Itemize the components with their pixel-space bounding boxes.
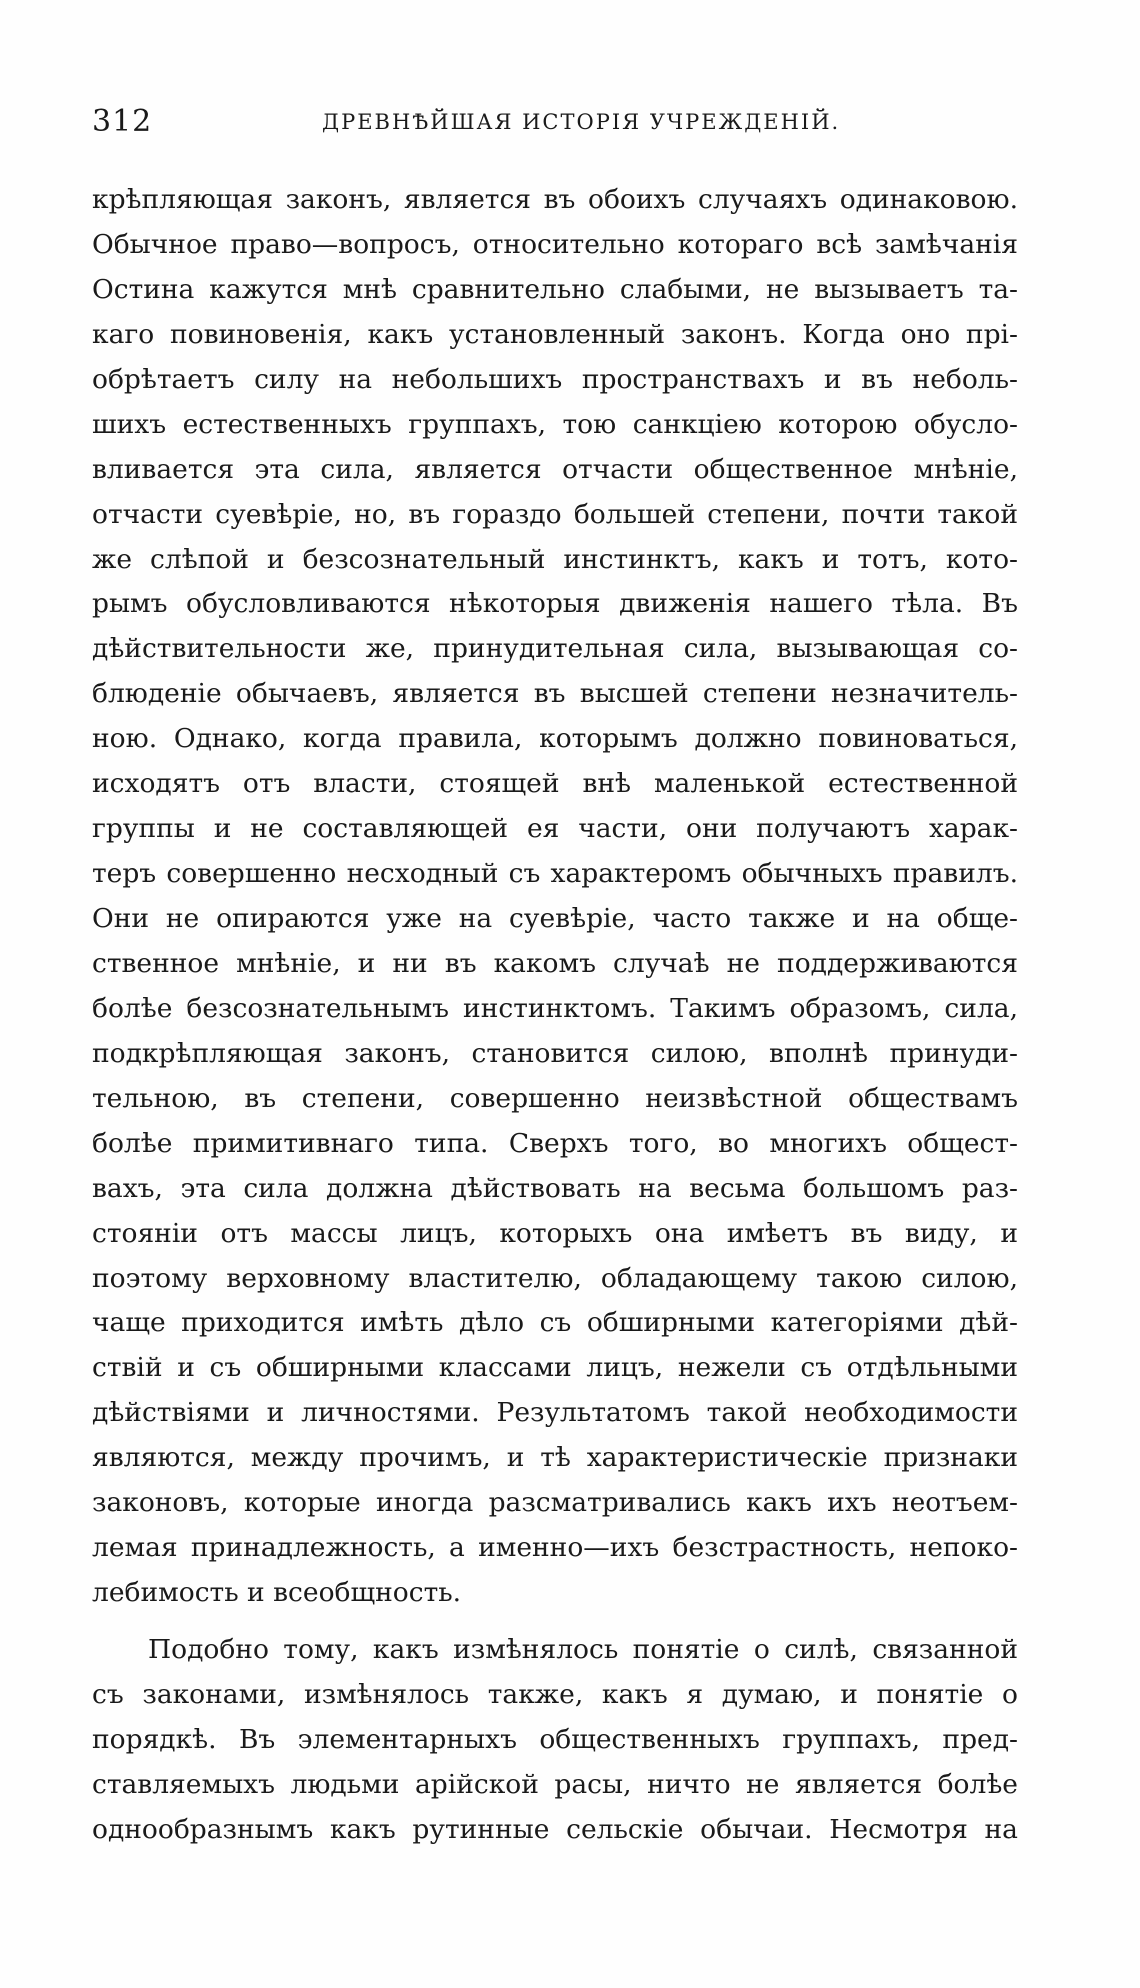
text-line: стояніи отъ массы лицъ, которыхъ она имѣетъ въ виду, и bbox=[92, 1217, 1018, 1249]
running-head bbox=[92, 104, 1018, 144]
text-line: обрѣтаетъ силу на небольшихъ пространствахъ и въ неболь- bbox=[92, 363, 1018, 395]
text-line: группы и не составляющей ея части, они получаютъ харак- bbox=[92, 813, 1018, 845]
text-line: Остина кажутся мнѣ сравнительно слабыми, не вызываетъ та- bbox=[92, 273, 1018, 305]
text-line: поэтому верховному властителю, обладающему такою силою, bbox=[92, 1262, 1018, 1294]
text-line: тельною, въ степени, совершенно неизвѣстной обществамъ bbox=[92, 1082, 1018, 1114]
paragraph bbox=[92, 178, 1018, 1616]
text-line: вливается эта сила, является отчасти общественное мнѣніе, bbox=[92, 453, 1018, 485]
text-line: болѣе безсознательнымъ инстинктомъ. Такимъ образомъ, сила, bbox=[92, 992, 1018, 1024]
text-line: чаще приходится имѣть дѣло съ обширными категоріями дѣй- bbox=[92, 1307, 1018, 1339]
text-line: дѣйствіями и личностями. Результатомъ такой необходимости bbox=[92, 1397, 1018, 1429]
text-line: дѣйствительности же, принудительная сила, вызывающая со- bbox=[92, 633, 1018, 665]
text-line: порядкѣ. Въ элементарныхъ общественныхъ группахъ, пред- bbox=[92, 1723, 1018, 1755]
text-line: каго повиновенія, какъ установленный законъ. Когда оно прі- bbox=[92, 318, 1018, 350]
text-line: Они не опираются уже на суевѣріе, часто также и на обще- bbox=[92, 903, 1018, 934]
text-line: законовъ, которые иногда разсматривались какъ ихъ неотъем- bbox=[92, 1487, 1018, 1519]
text-line: теръ совершенно несходный съ характеромъ обычныхъ правилъ. bbox=[92, 858, 1018, 890]
text-line: болѣе примитивнаго типа. Сверхъ того, во многихъ общест- bbox=[92, 1127, 1018, 1159]
text-line: подкрѣпляющая законъ, становится силою, вполнѣ принуди- bbox=[92, 1037, 1018, 1069]
paragraph-gap bbox=[92, 1616, 1018, 1628]
text-line: лебимость и всеобщность. bbox=[92, 1577, 462, 1609]
page-number: 312 bbox=[92, 104, 153, 139]
running-title: ДРЕВНѢЙШАЯ ИСТОРІЯ УЧРЕЖДЕНІЙ. bbox=[322, 110, 841, 134]
text-line: ственное мнѣніе, и ни въ какомъ случаѣ не поддерживаются bbox=[92, 947, 1018, 979]
text-line: однообразнымъ какъ рутинные сельскіе обычаи. Несмотря на bbox=[92, 1813, 1018, 1845]
text-line: лемая принадлежность, а именно—ихъ безстрастность, непоко- bbox=[92, 1532, 1018, 1564]
text-line: ною. Однако, когда правила, которымъ должно повиноваться, bbox=[92, 723, 1018, 755]
body-text bbox=[92, 178, 1018, 1853]
text-line: ствій и съ обширными классами лицъ, нежели съ отдѣльными bbox=[92, 1352, 1018, 1384]
text-line: съ законами, измѣнялось также, какъ я думаю, и понятіе о bbox=[92, 1678, 1018, 1710]
text-line: шихъ естественныхъ группахъ, тою санкціею которою обусло- bbox=[92, 408, 1018, 440]
text-line: Обычное право—вопросъ, относительно котораго всѣ замѣчанія bbox=[92, 228, 1018, 260]
text-line: Подобно тому, какъ измѣнялось понятіе о силѣ, связанной bbox=[148, 1634, 1018, 1665]
text-line: исходятъ отъ власти, стоящей внѣ маленькой естественной bbox=[92, 768, 1018, 800]
text-line: крѣпляющая законъ, является въ обоихъ случаяхъ одинаковою. bbox=[92, 184, 1018, 215]
text-line: ставляемыхъ людьми арійской расы, ничто не является болѣе bbox=[92, 1768, 1018, 1800]
paragraph bbox=[92, 1628, 1018, 1853]
text-line: вахъ, эта сила должна дѣйствовать на весьма большомъ раз- bbox=[92, 1172, 1018, 1204]
text-line: же слѣпой и безсознательный инстинктъ, какъ и тотъ, кото- bbox=[92, 543, 1018, 575]
text-line: блюденіе обычаевъ, является въ высшей степени незначитель- bbox=[92, 678, 1018, 710]
text-line: рымъ обусловливаются нѣкоторыя движенія нашего тѣла. Въ bbox=[92, 588, 1018, 620]
text-line: являются, между прочимъ, и тѣ характеристическіе признаки bbox=[92, 1442, 1018, 1474]
text-line: отчасти суевѣріе, но, въ гораздо большей степени, почти такой bbox=[92, 498, 1018, 530]
